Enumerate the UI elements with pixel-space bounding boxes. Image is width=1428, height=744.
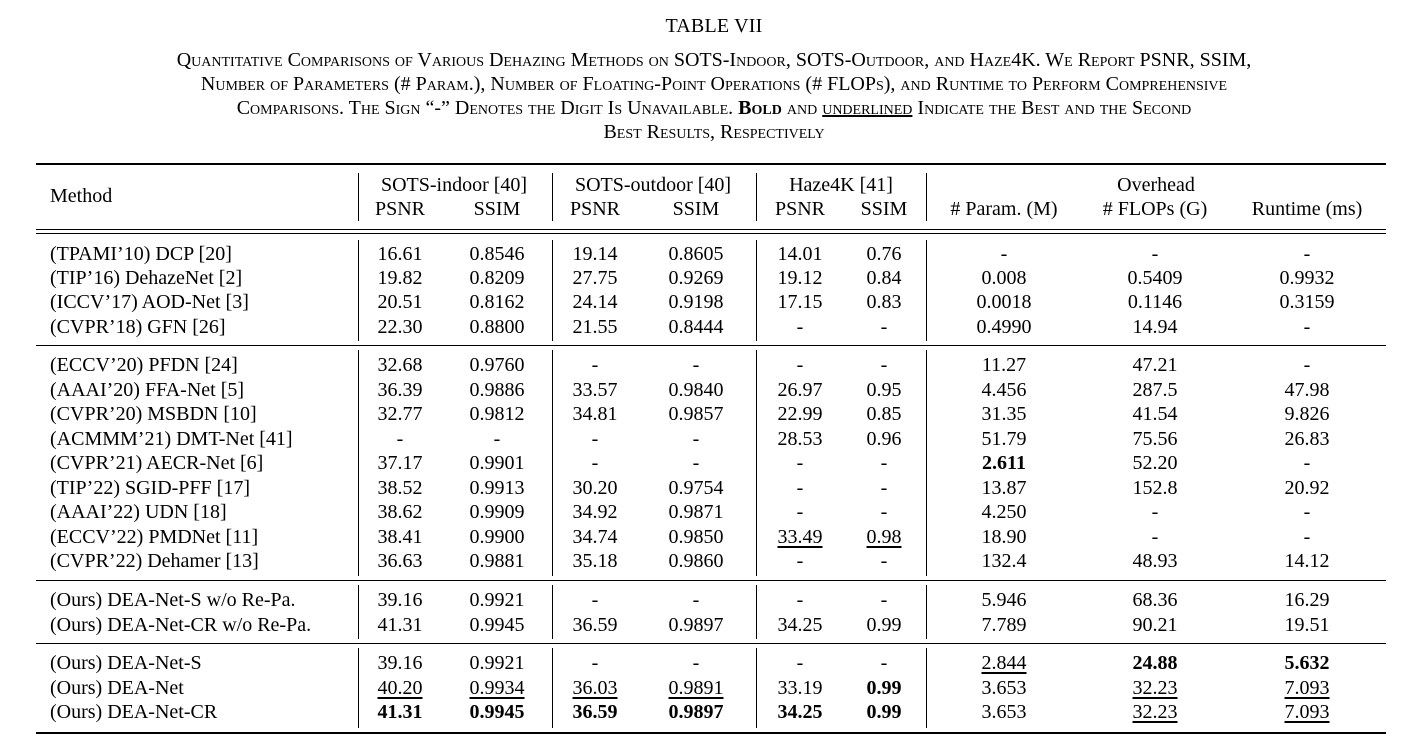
row-value: 34.74 (572, 526, 618, 548)
header-sub-ssim: SSIM (473, 198, 521, 220)
row-value: 0.9934 (469, 677, 525, 699)
separator-outdoor (756, 173, 757, 221)
row-value: 37.17 (377, 452, 423, 474)
header-method: Method (50, 185, 113, 207)
row-method: (Ours) DEA-Net-CR w/o Re-Pa. (50, 614, 312, 636)
row-value: 27.75 (572, 267, 618, 289)
row-value: 0.4990 (976, 316, 1032, 338)
header-sub-psnr: PSNR (774, 198, 826, 220)
row-value: 36.03 (572, 677, 618, 699)
row-method: (TIP’22) SGID-PFF [17] (50, 477, 250, 499)
row-value: 4.456 (981, 379, 1027, 401)
row-value: - (591, 354, 599, 376)
row-value: 26.83 (1284, 428, 1330, 450)
row-value: - (880, 501, 888, 523)
row-value: 33.49 (777, 526, 823, 548)
separator-outdoor (756, 585, 757, 639)
row-value: 40.20 (377, 677, 423, 699)
row-value: 0.95 (866, 379, 902, 401)
row-method: (CVPR’18) GFN [26] (50, 316, 226, 338)
row-value: 132.4 (981, 550, 1027, 572)
caption-line-1: Quantitative Comparisons of Various Dehazing Methods on SOTS-Indoor, SOTS-Outdoor, and Haze4K. We Report PSNR, SSIM, (176, 49, 1252, 71)
row-value: 26.97 (777, 379, 823, 401)
row-value: 38.41 (377, 526, 423, 548)
row-method: (Ours) DEA-Net-CR (50, 701, 218, 723)
row-value: 51.79 (981, 428, 1027, 450)
separator-indoor (552, 173, 553, 221)
row-value: 20.92 (1284, 477, 1330, 499)
row-value: 34.25 (777, 614, 823, 636)
row-value: 18.90 (981, 526, 1027, 548)
row-value: - (796, 452, 804, 474)
header-group-sots-indoor: SOTS-indoor [40] (380, 174, 528, 196)
row-value: - (880, 589, 888, 611)
row-value: 32.23 (1132, 677, 1178, 699)
row-value: 0.9909 (469, 501, 525, 523)
separator-haze4k (926, 648, 927, 728)
row-value: 38.62 (377, 501, 423, 523)
row-value: 34.92 (572, 501, 618, 523)
row-method: (Ours) DEA-Net-S (50, 652, 202, 674)
caption-line-3 (6, 96, 1422, 120)
row-value: 48.93 (1132, 550, 1178, 572)
row-value: 34.81 (572, 403, 618, 425)
separator-method (358, 585, 359, 639)
row-value: 5.946 (981, 589, 1027, 611)
row-value: 17.15 (777, 291, 823, 313)
row-value: 19.82 (377, 267, 423, 289)
row-value: - (880, 652, 888, 674)
row-value: 20.51 (377, 291, 423, 313)
row-value: - (396, 428, 404, 450)
table-top-rule (36, 163, 1386, 165)
row-value: 0.0018 (976, 291, 1032, 313)
row-value: 0.98 (866, 526, 902, 548)
row-value: - (796, 354, 804, 376)
row-value: - (1151, 501, 1159, 523)
row-value: - (1303, 526, 1311, 548)
row-value: - (591, 589, 599, 611)
row-value: 14.94 (1132, 316, 1178, 338)
row-value: 0.9921 (469, 589, 525, 611)
separator-method (358, 350, 359, 576)
group-rule-1 (36, 345, 1386, 346)
row-value: 0.9901 (469, 452, 525, 474)
separator-outdoor (756, 240, 757, 341)
separator-method (358, 173, 359, 221)
separator-haze4k (926, 350, 927, 576)
row-value: 0.9198 (668, 291, 724, 313)
separator-haze4k (926, 585, 927, 639)
row-value: 3.653 (981, 677, 1027, 699)
group-rule-3 (36, 643, 1386, 644)
row-method: (TIP’16) DehazeNet [2] (50, 267, 243, 289)
caption-line-4: Best Results, Respectively (603, 121, 825, 143)
row-value: 0.9897 (668, 614, 724, 636)
row-value: - (1303, 501, 1311, 523)
row-value: 16.61 (377, 243, 423, 265)
header-sub-psnr: PSNR (569, 198, 621, 220)
row-value: 32.68 (377, 354, 423, 376)
row-value: 34.25 (777, 701, 823, 723)
row-value: - (796, 652, 804, 674)
separator-method (358, 240, 359, 341)
row-method: (Ours) DEA-Net (50, 677, 184, 699)
separator-haze4k (926, 173, 927, 221)
row-value: 0.9945 (469, 701, 525, 723)
row-value: 24.88 (1132, 652, 1178, 674)
row-value: 0.9897 (668, 701, 724, 723)
row-value: 19.51 (1284, 614, 1330, 636)
row-value: 0.83 (866, 291, 902, 313)
row-value: 0.99 (866, 701, 902, 723)
separator-indoor (552, 648, 553, 728)
row-value: 11.27 (981, 354, 1027, 376)
row-method: (CVPR’22) Dehamer [13] (50, 550, 259, 572)
row-method: (ACMMM’21) DMT-Net [41] (50, 428, 293, 450)
separator-outdoor (756, 648, 757, 728)
header-sub-flops: # FLOPs (G) (1102, 198, 1208, 220)
row-value: 41.31 (377, 701, 423, 723)
row-value: 0.9812 (469, 403, 525, 425)
row-value: - (591, 428, 599, 450)
row-value: 41.54 (1132, 403, 1178, 425)
row-method: (TPAMI’10) DCP [20] (50, 243, 232, 265)
separator-haze4k (926, 240, 927, 341)
row-value: 68.36 (1132, 589, 1178, 611)
row-value: - (1303, 243, 1311, 265)
row-value: 52.20 (1132, 452, 1178, 474)
row-value: 2.844 (981, 652, 1027, 674)
row-value: - (591, 652, 599, 674)
row-value: 2.611 (982, 452, 1026, 474)
row-value: 33.19 (777, 677, 823, 699)
caption-line-3b: Indicate the Best and the Second (917, 97, 1192, 119)
row-value: 19.12 (777, 267, 823, 289)
row-value: 0.9932 (1279, 267, 1335, 289)
row-value: 32.77 (377, 403, 423, 425)
row-value: - (1000, 243, 1008, 265)
row-value: 0.96 (866, 428, 902, 450)
row-value: 0.9760 (469, 354, 525, 376)
row-value: 14.12 (1284, 550, 1330, 572)
row-value: 0.9921 (469, 652, 525, 674)
row-value: - (692, 452, 700, 474)
row-value: 0.99 (866, 677, 902, 699)
row-value: 0.8162 (469, 291, 525, 313)
row-value: 13.87 (981, 477, 1027, 499)
row-value: 36.59 (572, 614, 618, 636)
row-value: 0.9945 (469, 614, 525, 636)
row-value: 7.789 (981, 614, 1027, 636)
row-value: 0.8800 (469, 316, 525, 338)
separator-indoor (552, 240, 553, 341)
row-value: 0.9881 (469, 550, 525, 572)
row-value: - (1151, 526, 1159, 548)
row-value: 30.20 (572, 477, 618, 499)
row-value: 0.3159 (1279, 291, 1335, 313)
row-method: (CVPR’20) MSBDN [10] (50, 403, 257, 425)
header-sub-psnr: PSNR (374, 198, 426, 220)
header-group-sots-outdoor: SOTS-outdoor [40] (574, 174, 732, 196)
row-value: 0.8444 (668, 316, 724, 338)
header-group-haze4k: Haze4K [41] (789, 174, 893, 196)
caption-line-2: Number of Parameters (# Param.), Number of Floating-Point Operations (# FLOPs), and Runtime to Perform Comprehensive (200, 73, 1228, 95)
row-value: 75.56 (1132, 428, 1178, 450)
row-value: 0.9891 (668, 677, 724, 699)
row-value: 0.9754 (668, 477, 724, 499)
row-value: 22.30 (377, 316, 423, 338)
separator-method (358, 648, 359, 728)
row-value: 39.16 (377, 652, 423, 674)
row-value: - (880, 477, 888, 499)
row-value: 39.16 (377, 589, 423, 611)
row-value: - (880, 452, 888, 474)
row-value: 0.9900 (469, 526, 525, 548)
header-sub-params: # Param. (M) (950, 198, 1058, 220)
row-value: 28.53 (777, 428, 823, 450)
row-method: (Ours) DEA-Net-S w/o Re-Pa. (50, 589, 296, 611)
row-value: 0.9913 (469, 477, 525, 499)
row-value: 0.9269 (668, 267, 724, 289)
row-value: - (692, 354, 700, 376)
row-value: 33.57 (572, 379, 618, 401)
separator-indoor (552, 350, 553, 576)
row-value: 0.84 (866, 267, 902, 289)
row-value: 0.9850 (668, 526, 724, 548)
row-value: 0.85 (866, 403, 902, 425)
row-value: 0.1146 (1127, 291, 1183, 313)
row-value: 38.52 (377, 477, 423, 499)
row-value: 24.14 (572, 291, 618, 313)
table-bottom-rule (36, 732, 1386, 734)
row-value: - (692, 428, 700, 450)
row-method: (AAAI’20) FFA-Net [5] (50, 379, 245, 401)
row-method: (ICCV’17) AOD-Net [3] (50, 291, 249, 313)
row-value: - (1303, 316, 1311, 338)
row-value: - (880, 354, 888, 376)
row-value: 4.250 (981, 501, 1027, 523)
row-value: - (880, 316, 888, 338)
header-group-overhead: Overhead (1117, 174, 1195, 196)
row-value: 0.008 (981, 267, 1027, 289)
row-value: - (880, 550, 888, 572)
caption-bold-word: Bold (738, 97, 782, 119)
row-value: - (796, 589, 804, 611)
row-value: 0.9886 (469, 379, 525, 401)
row-value: - (692, 652, 700, 674)
row-value: 0.8546 (469, 243, 525, 265)
row-value: - (591, 452, 599, 474)
row-value: 3.653 (981, 701, 1027, 723)
row-value: 22.99 (777, 403, 823, 425)
row-value: - (796, 477, 804, 499)
row-value: 0.9840 (668, 379, 724, 401)
row-value: 35.18 (572, 550, 618, 572)
row-value: 21.55 (572, 316, 618, 338)
row-value: 0.9857 (668, 403, 724, 425)
row-value: 32.23 (1132, 701, 1178, 723)
header-sub-ssim: SSIM (860, 198, 908, 220)
row-value: 7.093 (1284, 701, 1330, 723)
separator-outdoor (756, 350, 757, 576)
row-value: 90.21 (1132, 614, 1178, 636)
row-value: 14.01 (777, 243, 823, 265)
table-number: TABLE VII (665, 15, 763, 37)
row-value: 0.8209 (469, 267, 525, 289)
header-rule-1 (36, 229, 1386, 230)
row-value: 0.8605 (668, 243, 724, 265)
row-method: (ECCV’22) PMDNet [11] (50, 526, 259, 548)
row-value: 47.21 (1132, 354, 1178, 376)
row-value: 31.35 (981, 403, 1027, 425)
row-method: (CVPR’21) AECR-Net [6] (50, 452, 264, 474)
row-value: - (1151, 243, 1159, 265)
row-value: 9.826 (1284, 403, 1330, 425)
row-method: (AAAI’22) UDN [18] (50, 501, 227, 523)
row-value: 0.9871 (668, 501, 724, 523)
header-sub-runtime: Runtime (ms) (1251, 198, 1363, 220)
row-value: - (493, 428, 501, 450)
header-rule-2 (36, 233, 1386, 234)
row-value: 47.98 (1284, 379, 1330, 401)
caption-and: and (786, 97, 818, 119)
separator-indoor (552, 585, 553, 639)
row-value: 36.39 (377, 379, 423, 401)
row-value: 36.59 (572, 701, 618, 723)
row-method: (ECCV’20) PFDN [24] (50, 354, 238, 376)
row-value: - (796, 550, 804, 572)
row-value: 0.76 (866, 243, 902, 265)
row-value: 0.5409 (1127, 267, 1183, 289)
row-value: - (1303, 354, 1311, 376)
row-value: - (692, 589, 700, 611)
caption-line-3a: Comparisons. The Sign “-” Denotes the Digit Is Unavailable. (236, 97, 734, 119)
row-value: - (796, 316, 804, 338)
group-rule-2 (36, 580, 1386, 581)
row-value: 7.093 (1284, 677, 1330, 699)
row-value: - (796, 501, 804, 523)
row-value: 0.9860 (668, 550, 724, 572)
row-value: 5.632 (1284, 652, 1330, 674)
row-value: 41.31 (377, 614, 423, 636)
row-value: 16.29 (1284, 589, 1330, 611)
header-sub-ssim: SSIM (672, 198, 720, 220)
row-value: 0.99 (866, 614, 902, 636)
row-value: 287.5 (1132, 379, 1178, 401)
table-caption (6, 48, 1422, 144)
row-value: 152.8 (1132, 477, 1178, 499)
row-value: 36.63 (377, 550, 423, 572)
caption-underlined-word: underlined (822, 97, 913, 119)
row-value: - (1303, 452, 1311, 474)
row-value: 19.14 (572, 243, 618, 265)
